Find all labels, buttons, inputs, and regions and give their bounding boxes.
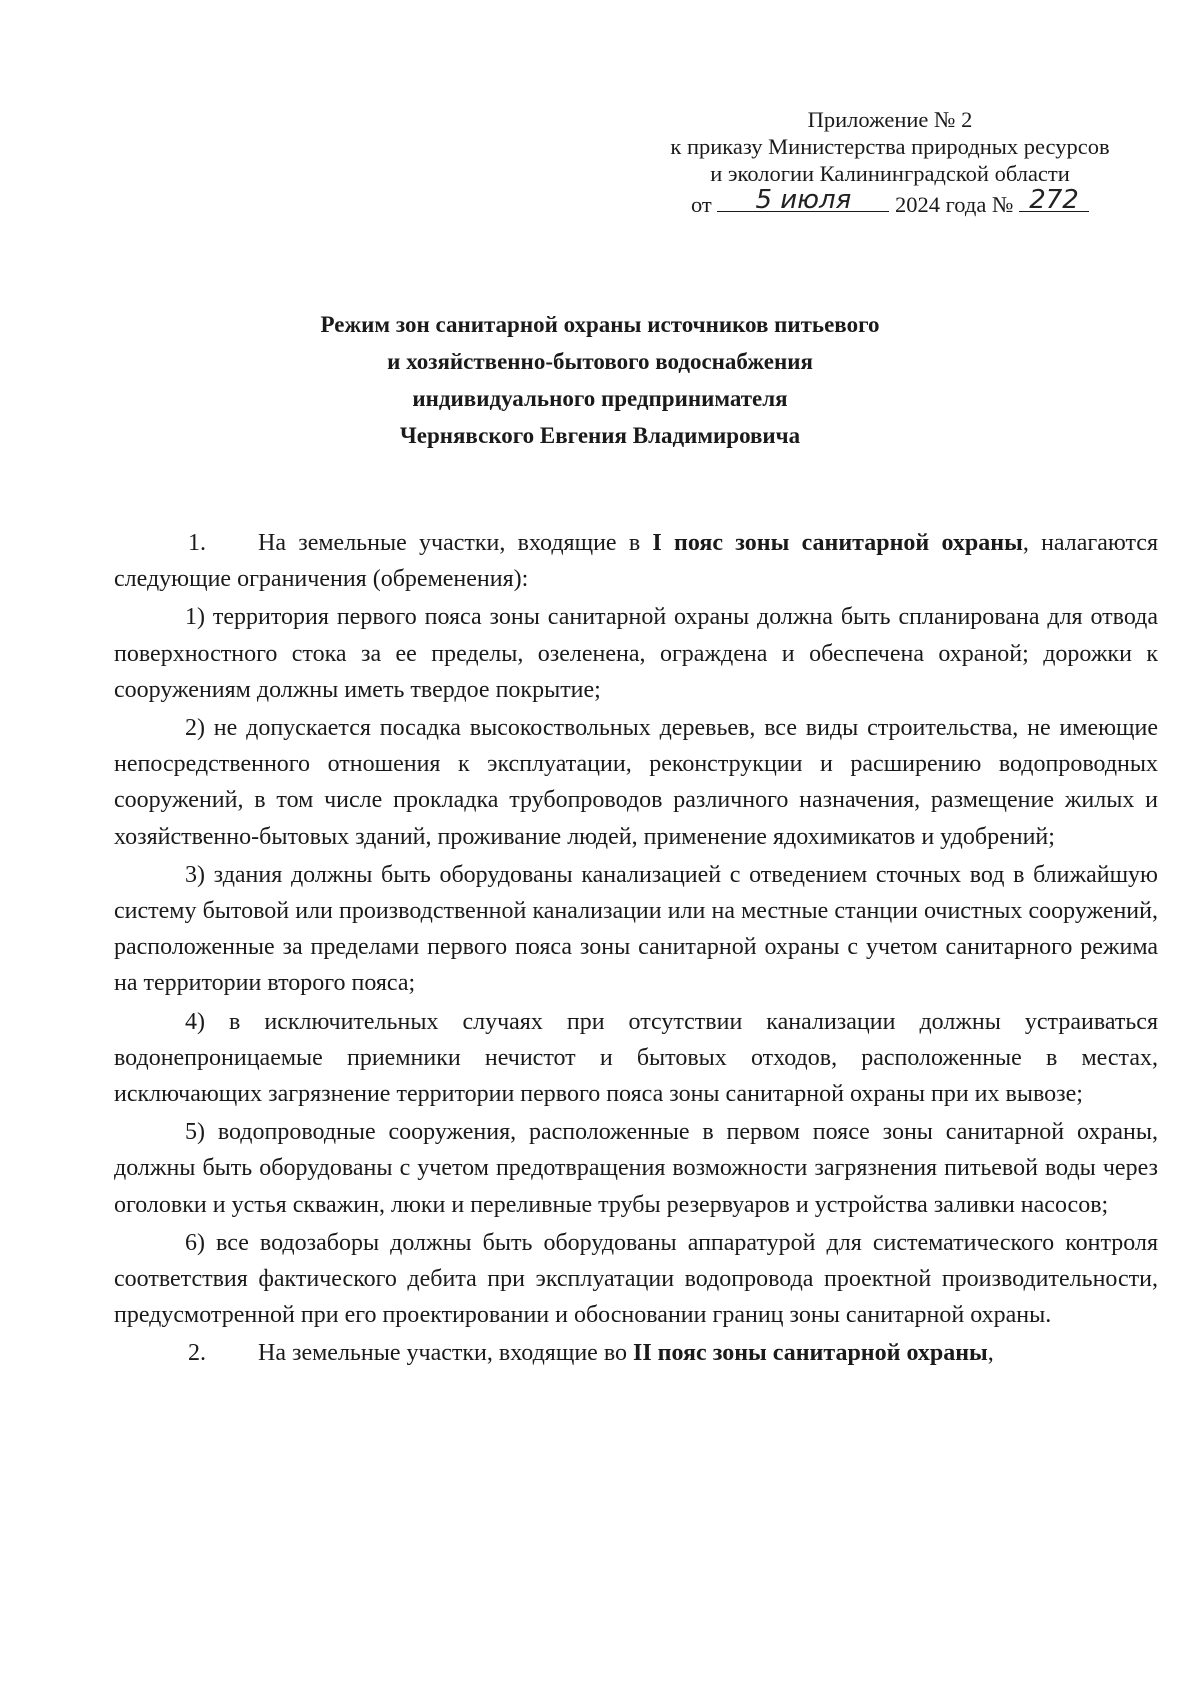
handwritten-number: 272	[1029, 185, 1079, 215]
appendix-date-prefix: от	[690, 192, 712, 217]
item-1: 1) территория первого пояса зоны санитарной охраны должна быть спланирована для отвода поверхностного стока за ее пределы, озеленена, ограждена и обеспечена охраной; дорожки к сооружениям должны иметь твердое покрытие;	[114, 604, 1158, 703]
section-2-text-before: На земельные участки, входящие во	[258, 1340, 633, 1367]
section-1-paragraph	[114, 525, 1158, 597]
section-1-text-before: На земельные участки, входящие в	[258, 530, 653, 556]
title-line-2: и хозяйственно-бытового водоснабжения	[387, 349, 813, 374]
title-line-4: Чернявского Евгения Владимировича	[399, 423, 801, 448]
appendix-line-1: Приложение № 2	[807, 107, 973, 132]
section-2-bold: II пояс зоны санитарной охраны	[633, 1340, 988, 1367]
title-line-1: Режим зон санитарной охраны источников питьевого	[320, 312, 880, 337]
number-blank	[1019, 185, 1089, 215]
document-title	[180, 306, 1020, 454]
item-5: 5) водопроводные сооружения, расположенные в первом поясе зоны санитарной охраны, должны быть оборудованы с учетом предотвращения возможности загрязнения питьевой воды через оголовки и устья скважин, люки и переливные трубы резервуаров и устройства заливки насосов;	[114, 1119, 1158, 1218]
date-blank	[717, 185, 889, 215]
appendix-line-2: к приказу Министерства природных ресурсов	[670, 134, 1110, 159]
appendix-year-text: 2024 года №	[895, 192, 1014, 217]
section-1-bold: I пояс зоны санитарной охраны	[652, 530, 1023, 556]
item-2: 2) не допускается посадка высокоствольных деревьев, все виды строительства, не имеющие непосредственного отношения к эксплуатации, реконструкции и расширению водопроводных сооружений, в том числе прокладка трубопроводов различного назначения, размещение жилых и хозяйственно-бытовых зданий, проживание людей, применение ядохимикатов и удобрений;	[114, 715, 1158, 850]
section-2-paragraph	[114, 1335, 1158, 1371]
item-6: 6) все водозаборы должны быть оборудованы аппаратурой для систематического контроля соответствия фактического дебита при эксплуатации водопровода проектной производительности, предусмотренной при его проектировании и обосновании границ зоны санитарной охраны.	[114, 1229, 1158, 1329]
title-line-3: индивидуального предпринимателя	[412, 386, 788, 411]
section-1-number: 1.	[188, 530, 206, 556]
section-2-number: 2.	[188, 1340, 206, 1367]
appendix-line-3: и экологии Калининградской области	[710, 161, 1070, 186]
document-body	[114, 525, 1158, 1374]
item-4: 4) в исключительных случаях при отсутствии канализации должны устраиваться водонепроницаемые приемники нечистот и бытовых отходов, расположенные в местах, исключающих загрязнение территории первого пояса зоны санитарной охраны при их вывозе;	[114, 1008, 1158, 1108]
item-3: 3) здания должны быть оборудованы канализацией с отведением сточных вод в ближайшую систему бытовой или производственной канализации или на местные станции очистных сооружений, расположенные за пределами первого пояса зоны санитарной охраны с учетом санитарного режима на территории второго пояса;	[114, 861, 1158, 997]
appendix-date-line	[640, 187, 1140, 218]
appendix-header	[640, 106, 1140, 218]
handwritten-date: 5 июля	[755, 185, 852, 215]
section-1-text-after: , налагаются следующие ограничения (обременения):	[114, 530, 1158, 593]
section-2-text-after: ,	[987, 1340, 994, 1367]
